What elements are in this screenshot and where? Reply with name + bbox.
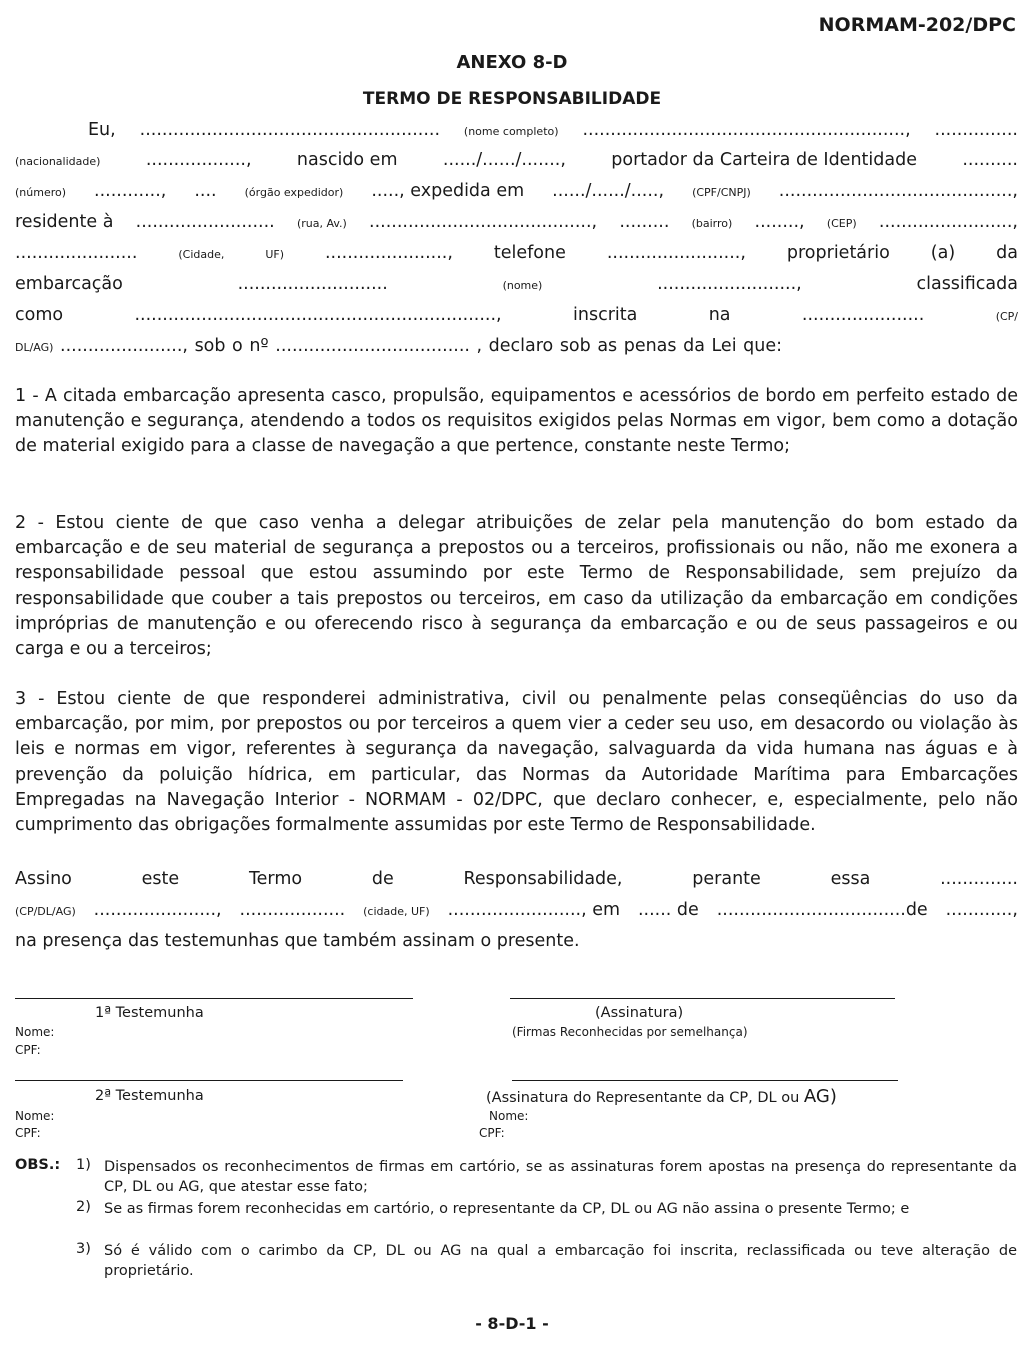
- obs-3-number: 3): [76, 1241, 91, 1257]
- blank-identidade: ..........: [962, 150, 1018, 170]
- hint-rua: (rua, Av.): [296, 217, 347, 230]
- hint-numero: (número): [15, 186, 67, 199]
- text-na: na: [708, 305, 731, 325]
- witness-2-nome: Nome:: [15, 1109, 55, 1123]
- hint-cpf-cnpj: (CPF/CNPJ): [692, 186, 751, 199]
- representative-label-text: (Assinatura do Representante da CP, DL ou: [486, 1090, 804, 1106]
- blank-nome: ......................................................: [139, 120, 441, 140]
- hint-orgao-expedidor: (órgão expedidor): [244, 186, 344, 199]
- blank-data-nascimento: ....../....../.......,: [442, 150, 566, 170]
- text-residente: residente à: [15, 212, 114, 232]
- text-essa: essa: [830, 869, 871, 889]
- text-assino: Assino: [15, 869, 72, 889]
- owner-signature-line: [510, 998, 895, 999]
- blank-nacionalidade: ...............: [934, 120, 1018, 140]
- witness-2-cpf: CPF:: [15, 1126, 41, 1140]
- representative-label-ag: AG): [803, 1086, 837, 1107]
- text-como: como: [15, 305, 64, 325]
- page-number: - 8-D-1 -: [475, 1314, 549, 1333]
- hint-cp-dl-ag: (CP/DL/AG): [15, 905, 76, 918]
- obs-label: OBS.:: [15, 1157, 61, 1173]
- witness-1-nome: Nome:: [15, 1025, 55, 1039]
- closing-line-2: [15, 900, 1018, 920]
- obs-1-text: Dispensados os reconhecimentos de firmas em cartório, se as assinaturas forem apostas na presença do representante da CP, DL ou AG, que atestar esse fato;: [104, 1159, 1017, 1195]
- blank-numero: ............,: [94, 181, 167, 201]
- obs-2-number: 2): [76, 1199, 91, 1215]
- representative-nome: Nome:: [489, 1109, 529, 1123]
- text-inscrita: inscrita: [573, 305, 638, 325]
- blank-essa: ..............: [940, 869, 1018, 889]
- blank-cidade-assinatura: ...................: [239, 900, 346, 920]
- hint-dl-ag: DL/AG): [15, 341, 54, 354]
- text-termo: Termo: [248, 869, 303, 889]
- text-proprietario: proprietário: [786, 243, 890, 263]
- blank-orgao-inscricao: ......................: [801, 305, 925, 325]
- blank-cidade-uf: ......................,: [324, 243, 453, 263]
- closing-line-1: [15, 869, 1018, 889]
- blank-nacionalidade-2: ..................,: [145, 150, 252, 170]
- owner-signature-label: (Assinatura): [595, 1005, 684, 1021]
- representative-signature-label: [486, 1086, 837, 1107]
- form-line-7: [15, 305, 1018, 325]
- text-declaro: , declaro sob as penas da Lei que:: [476, 336, 782, 356]
- text-de: de: [371, 869, 394, 889]
- blank-cidade: ......................: [15, 243, 138, 263]
- blank-endereco: ........................................,: [369, 212, 598, 232]
- document-title: TERMO DE RESPONSABILIDADE: [362, 89, 662, 109]
- hint-uf: UF): [265, 248, 284, 261]
- text-da: da: [996, 243, 1018, 263]
- form-line-4: [15, 212, 1018, 232]
- text-a: (a): [930, 243, 956, 263]
- blank-rua: .........................: [135, 212, 275, 232]
- normam-reference: NORMAM-202/DPC: [818, 14, 1016, 36]
- text-expedida-em: ....., expedida em: [371, 181, 525, 201]
- text-sob-numero: sob o nº: [194, 336, 269, 356]
- witness-1-cpf: CPF:: [15, 1043, 41, 1057]
- hint-cep: (CEP): [826, 217, 857, 230]
- text-classificada: classificada: [916, 274, 1018, 294]
- blank-cp-dl-ag: ......................,: [93, 900, 222, 920]
- blank-dl-ag: ......................,: [60, 336, 188, 356]
- blank-cpf-cnpj: ..........................................,: [778, 181, 1018, 201]
- form-line-2: [15, 150, 1018, 170]
- hint-nome-completo: (nome completo): [463, 125, 559, 138]
- form-line-8: [15, 336, 782, 356]
- blank-embarcacao-nome-2: .........................,: [657, 274, 802, 294]
- blank-numero-inscricao: ...................................: [275, 336, 470, 356]
- item-1: 1 - A citada embarcação apresenta casco, propulsão, equipamentos e acessórios de bordo em perfeito estado de manutenção e segurança, atendendo a todos os requisitos exigidos pelas Normas em vigor, bem como a dotação de material exigido para a classe de navegação a que pertence, constante neste Termo;: [15, 386, 1018, 457]
- text-telefone: telefone: [493, 243, 566, 263]
- blank-em: ........................, em: [447, 900, 621, 920]
- blank-data-expedicao: ....../....../.....,: [552, 181, 665, 201]
- witness-2-label: 2ª Testemunha: [95, 1088, 204, 1104]
- blank-cep-pre: ........,: [754, 212, 805, 232]
- text-portador: portador da Carteira de Identidade: [611, 150, 917, 170]
- witness-1-label: 1ª Testemunha: [95, 1005, 204, 1021]
- form-line-1: [88, 120, 1018, 140]
- hint-cidade: (Cidade,: [178, 248, 225, 261]
- blank-bairro: .........: [619, 212, 670, 232]
- text-nascido-em: nascido em: [296, 150, 398, 170]
- item-2: 2 - Estou ciente de que caso venha a delegar atribuições de zelar pela manutenção do bom estado da embarcação e de seu material de segurança a prepostos ou a terceiros, profissionais ou não, não me exonera a responsabilidade pessoal que estou assumindo por este Termo de Responsabilidade, sem prejuízo da responsabilidade que couber a tais prepostos ou terceiros, em caso da utilização da embarcação em condições impróprias de manutenção e ou oferecendo risco à segurança da embarcação e ou de seus passageiros e ou carga e ou a terceiros;: [15, 513, 1018, 660]
- item-3: 3 - Estou ciente de que responderei administrativa, civil ou penalmente pelas conseqüências do uso da embarcação, por mim, por prepostos ou por terceiros a quem vier a ceder seu uso, em desacordo ou violação às leis e normas em vigor, referentes à segurança da navegação, salvaguarda da vida humana nas águas e à prevenção da poluição hídrica, em particular, das Normas da Autoridade Marítima para Embarcações Empregadas na Navegação Interior - NORMAM - 02/DPC, que declaro conhecer, e, especialmente, pelo não cumprimento das obrigações formalmente assumidas por este Termo de Responsabilidade.: [15, 689, 1018, 836]
- obs-2-text: Se as firmas forem reconhecidas em cartório, o representante da CP, DL ou AG não assina o presente Termo; e: [104, 1201, 910, 1217]
- blank-mes: ..................................de: [716, 900, 928, 920]
- hint-cidade-uf: (cidade, UF): [363, 905, 430, 918]
- representative-signature-line: [512, 1080, 898, 1081]
- representative-cpf: CPF:: [479, 1126, 505, 1140]
- text-eu: Eu,: [88, 120, 116, 140]
- hint-nacionalidade: (nacionalidade): [15, 155, 101, 168]
- witness-2-signature-line: [15, 1080, 403, 1081]
- blank-orgao: ....: [194, 181, 217, 201]
- closing-line-3: na presença das testemunhas que também assinam o presente.: [15, 931, 580, 951]
- form-line-6: [15, 274, 1018, 294]
- form-line-3: [15, 181, 1018, 201]
- blank-nome-cont: ..........................................................,: [582, 120, 911, 140]
- blank-classificacao: .................................................................,: [134, 305, 502, 325]
- text-responsabilidade: Responsabilidade,: [463, 869, 623, 889]
- text-embarcacao: embarcação: [15, 274, 123, 294]
- blank-embarcacao-nome: ...........................: [237, 274, 388, 294]
- hint-cp: (CP/: [995, 310, 1018, 323]
- blank-telefone: ........................,: [606, 243, 746, 263]
- owner-signature-note: (Firmas Reconhecidas por semelhança): [512, 1025, 748, 1039]
- form-line-5: [15, 243, 1018, 263]
- blank-ano: ............,: [945, 900, 1018, 920]
- witness-1-signature-line: [15, 998, 413, 999]
- hint-nome: (nome): [502, 279, 543, 292]
- blank-dia: ...... de: [637, 900, 699, 920]
- hint-bairro: (bairro): [691, 217, 733, 230]
- annex-title: ANEXO 8-D: [456, 52, 568, 73]
- text-perante: perante: [692, 869, 761, 889]
- text-este: este: [141, 869, 180, 889]
- obs-1-number: 1): [76, 1157, 91, 1173]
- blank-cep: ........................,: [878, 212, 1018, 232]
- obs-3-text: Só é válido com o carimbo da CP, DL ou AG na qual a embarcação foi inscrita, reclassificada ou teve alteração de proprietário.: [104, 1243, 1017, 1279]
